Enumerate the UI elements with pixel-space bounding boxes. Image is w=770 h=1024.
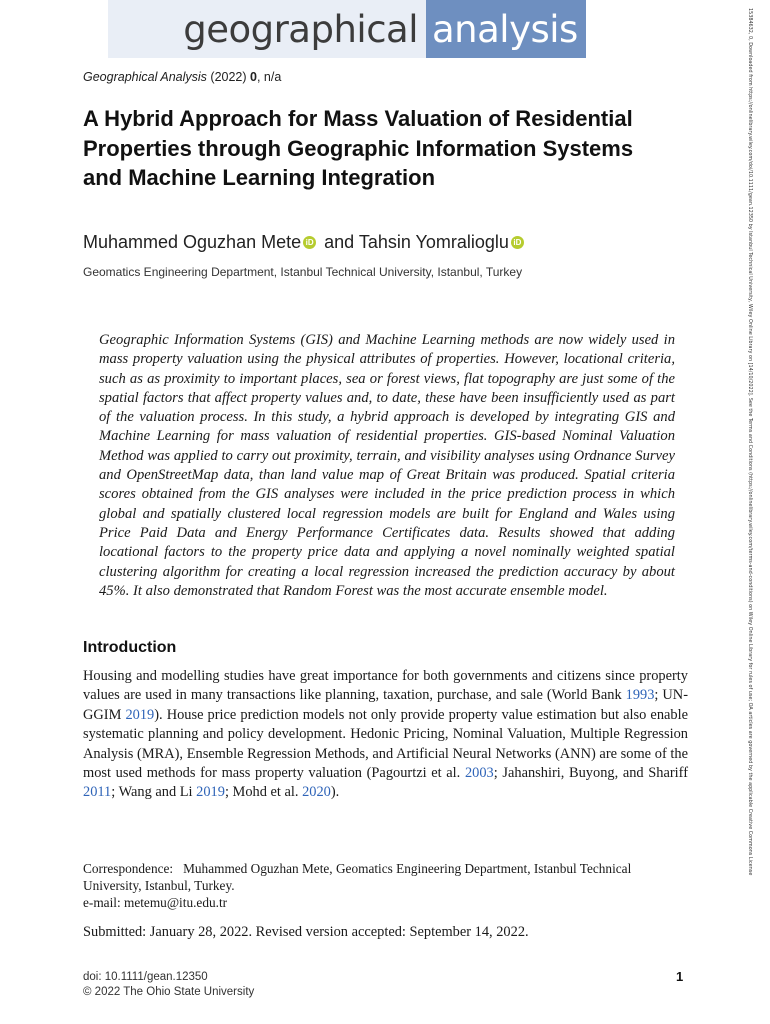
journal-volume: 0 (250, 70, 257, 84)
author-name: and Tahsin Yomralioglu (324, 232, 509, 252)
intro-text: ). House price prediction models not only provide property value estimation but also enable systematic planning and policy development. Hedonic Pricing, Nominal Valuation, Multiple Regression Analysis (MRA), Ensemble Regression Methods, and Artificial Neural Networks (ANN) are some of the most used methods for mass property valuation (Pagourtzi et al. (83, 706, 688, 782)
author-line (83, 232, 532, 253)
affiliation: Geomatics Engineering Department, Istanbul Technical University, Istanbul, Turkey (83, 265, 523, 279)
page-number: 1 (676, 969, 684, 984)
download-notice-text: 15384632, 0, Downloaded from https://onlinelibrary.wiley.com/doi/10.1111/gean.12350 by Istanbul Technical University, Wiley Online Library on [14/10/2022]. See the Terms and Conditions (https://onlinelibrary.wiley.com/terms-and-conditions) on Wiley Online Library for rules of use; OA articles are governed by the applicable Creative Commons License (747, 8, 753, 876)
footer-info (83, 970, 254, 1000)
doi[interactable]: doi: 10.1111/gean.12350 (83, 971, 208, 983)
intro-text: ; Wang and Li (111, 784, 197, 801)
journal-citation-line (83, 70, 281, 84)
journal-issue: , n/a (256, 70, 282, 84)
correspondence-text: Muhammed Oguzhan Mete, Geomatics Engineering Department, Istanbul Technical University, Istanbul, Turkey. (83, 861, 632, 893)
intro-text: ; Mohd et al. (224, 784, 303, 801)
journal-year: (2022) (210, 70, 247, 84)
banner-word-analysis: analysis (432, 7, 578, 51)
download-notice-strip (737, 8, 759, 1016)
correspondence-note (83, 860, 688, 911)
citation-link[interactable]: 2019 (196, 784, 225, 801)
abstract: Geographic Information Systems (GIS) and Machine Learning methods are now widely used in mass property valuation using the physical attributes of properties. However, locational criteria, such as as proximity to important places, sea or forest views, flat topography are just some of the spatial factors that affect property values and, to date, these have been insufficiently used as part of the valuation process. In this study, a hybrid approach is developed by integrating GIS and Machine Learning for mass valuation of residential properties. GIS-based Nominal Valuation Method was applied to carry out proximity, terrain, and visibility analyses using Ordnance Survey and OpenStreetMap data, than land value map of Great Britain was produced. Spatial criteria scores obtained from the GIS analyses were included in the price prediction process in which global and spatially clustered local regression models are built for England and Wales using Price Paid Data and Energy Performance Certificates data. Results showed that adding locational factors to the property price data and applying a novel nominally weighted spatial clustering algorithm for creating a local regression increased the prediction accuracy by about 45%. It also demonstrated that Random Forest was the most accurate ensemble model. (99, 332, 675, 599)
citation-link[interactable]: 2003 (464, 765, 494, 782)
introduction-paragraph (83, 667, 688, 803)
author-name: Muhammed Oguzhan Mete (83, 232, 302, 252)
copyright: © 2022 The Ohio State University (83, 986, 255, 998)
citation-link[interactable]: 1993 (625, 687, 655, 704)
submission-dates: Submitted: January 28, 2022. Revised version accepted: September 14, 2022. (83, 924, 529, 940)
orcid-icon[interactable]: iD (303, 236, 316, 249)
correspondence-label: Correspondence: (83, 861, 174, 876)
intro-text: Housing and modelling studies have great importance for both governments and citizens since property values are used in many transactions like planning, taxation, purchase, and sale (World Bank (83, 668, 688, 704)
section-heading-introduction: Introduction (83, 639, 177, 656)
banner-word-geographical: geographical (183, 7, 418, 51)
banner-left-panel (108, 0, 426, 58)
orcid-icon[interactable]: iD (511, 236, 524, 249)
intro-text: ; UN-GGIM (83, 687, 688, 723)
banner-right-panel (426, 0, 586, 58)
citation-link[interactable]: 2011 (83, 784, 112, 801)
citation-link[interactable]: 2019 (125, 706, 155, 723)
article-title: A Hybrid Approach for Mass Valuation of Residential Properties through Geographic Information Systems and Machine Learning Integration (83, 106, 634, 190)
journal-name: Geographical Analysis (83, 70, 207, 84)
correspondence-email[interactable]: e-mail: metemu@itu.edu.tr (83, 895, 228, 910)
intro-text: ; Jahanshiri, Buyong, and Shariff (493, 765, 688, 782)
citation-link[interactable]: 2020 (302, 784, 331, 801)
journal-banner (108, 0, 586, 58)
intro-text: ). (330, 784, 340, 801)
